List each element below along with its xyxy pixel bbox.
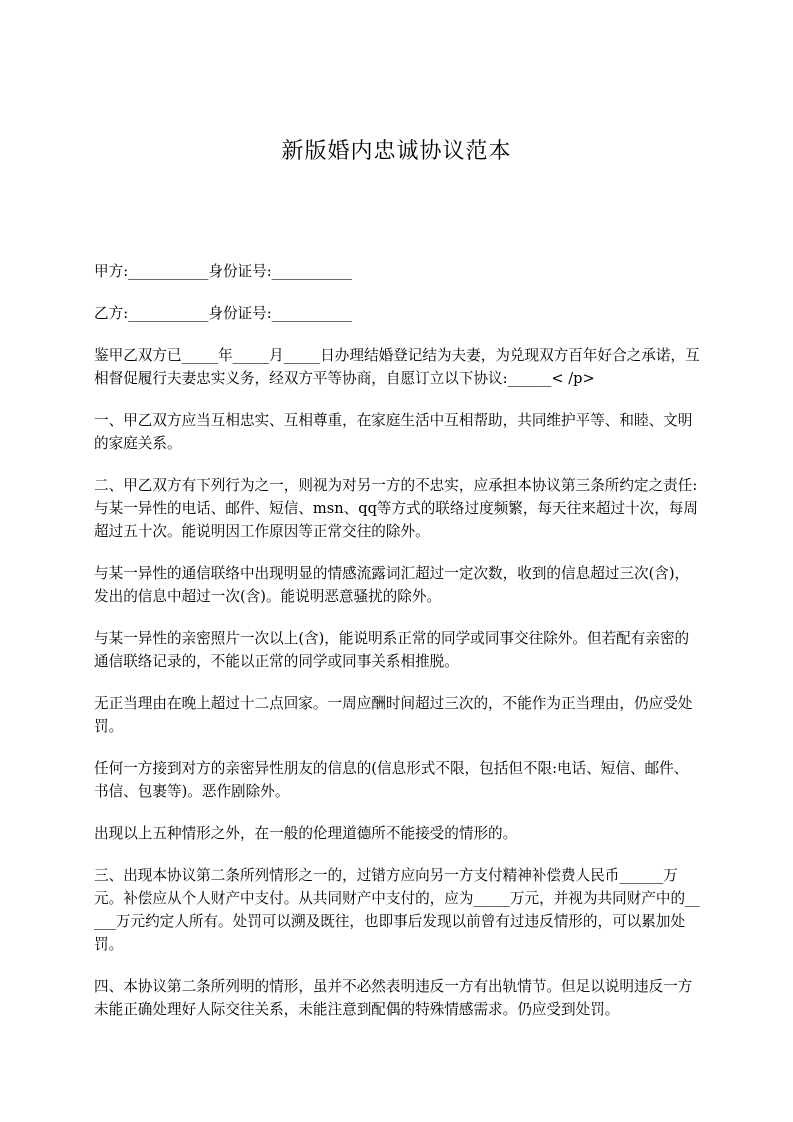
clause-2-item-5-paragraph: 任何一方接到对方的亲密异性朋友的信息的(信息形式不限，包括但不限:电话、短信、邮件、书信、包裹等)。恶作剧除外。	[94, 760, 689, 800]
clause-2-item-6-paragraph: 出现以上五种情形之外，在一般的伦理道德所不能接受的情形的。	[94, 825, 518, 842]
document-body	[94, 260, 700, 1040]
clause-1-paragraph: 一、甲乙双方应当互相忠实、互相尊重，在家庭生活中互相帮助，共同维护平等、和睦、文明的家庭关系。	[94, 412, 693, 452]
clause-2-paragraph: 二、甲乙双方有下列行为之一，则视为对另一方的不忠实，应承担本协议第三条所约定之责任:与某一异性的电话、邮件、短信、msn、qq等方式的联络过度频繁，每天往来超过十次，每周超过五十次。能说明因工作原因等正常交往的除外。	[94, 477, 698, 540]
clause-2-item-3-paragraph: 与某一异性的亲密照片一次以上(含)，能说明系正常的同学或同事交往除外。但若配有亲密的通信联络记录的，不能以正常的同学或同事关系相推脱。	[94, 630, 690, 670]
clause-2-item-4-paragraph: 无正当理由在晚上超过十二点回家。一周应酬时间超过三次的，不能作为正当理由，仍应受处罚。	[94, 695, 693, 735]
clause-3-paragraph: 三、出现本协议第二条所列情形之一的，过错方应向另一方支付精神补偿费人民币______万元。补偿应从个人财产中支付。从共同财产中支付的，应为_____万元，并视为共同财产中的_____万元约定人所有。处罚可以溯及既往，也即事后发现以前曾有过违反情形的，可以累加处罚。	[94, 867, 700, 953]
clause-2-item-2-paragraph: 与某一异性的通信联络中出现明显的情感流露词汇超过一定次数，收到的信息超过三次(含)，发出的信息中超过一次(含)。能说明恶意骚扰的除外。	[94, 565, 690, 605]
party-b-line: 乙方:___________身份证号:___________	[94, 305, 352, 322]
clause-4-paragraph: 四、本协议第二条所列明的情形，虽并不必然表明违反一方有出轨情节。但足以说明违反一方未能正确处理好人际交往关系，未能注意到配偶的特殊情感需求。仍应受到处罚。	[94, 978, 693, 1018]
document-title: 新版婚内忠诚协议范本	[281, 139, 512, 164]
preamble-paragraph: 鉴甲乙双方已_____年_____月_____日办理结婚登记结为夫妻，为兑现双方百年好合之承诺，互相督促履行夫妻忠实义务，经双方平等协商，自愿订立以下协议:______< /p>	[94, 347, 700, 387]
party-a-line: 甲方:___________身份证号:___________	[94, 263, 352, 280]
